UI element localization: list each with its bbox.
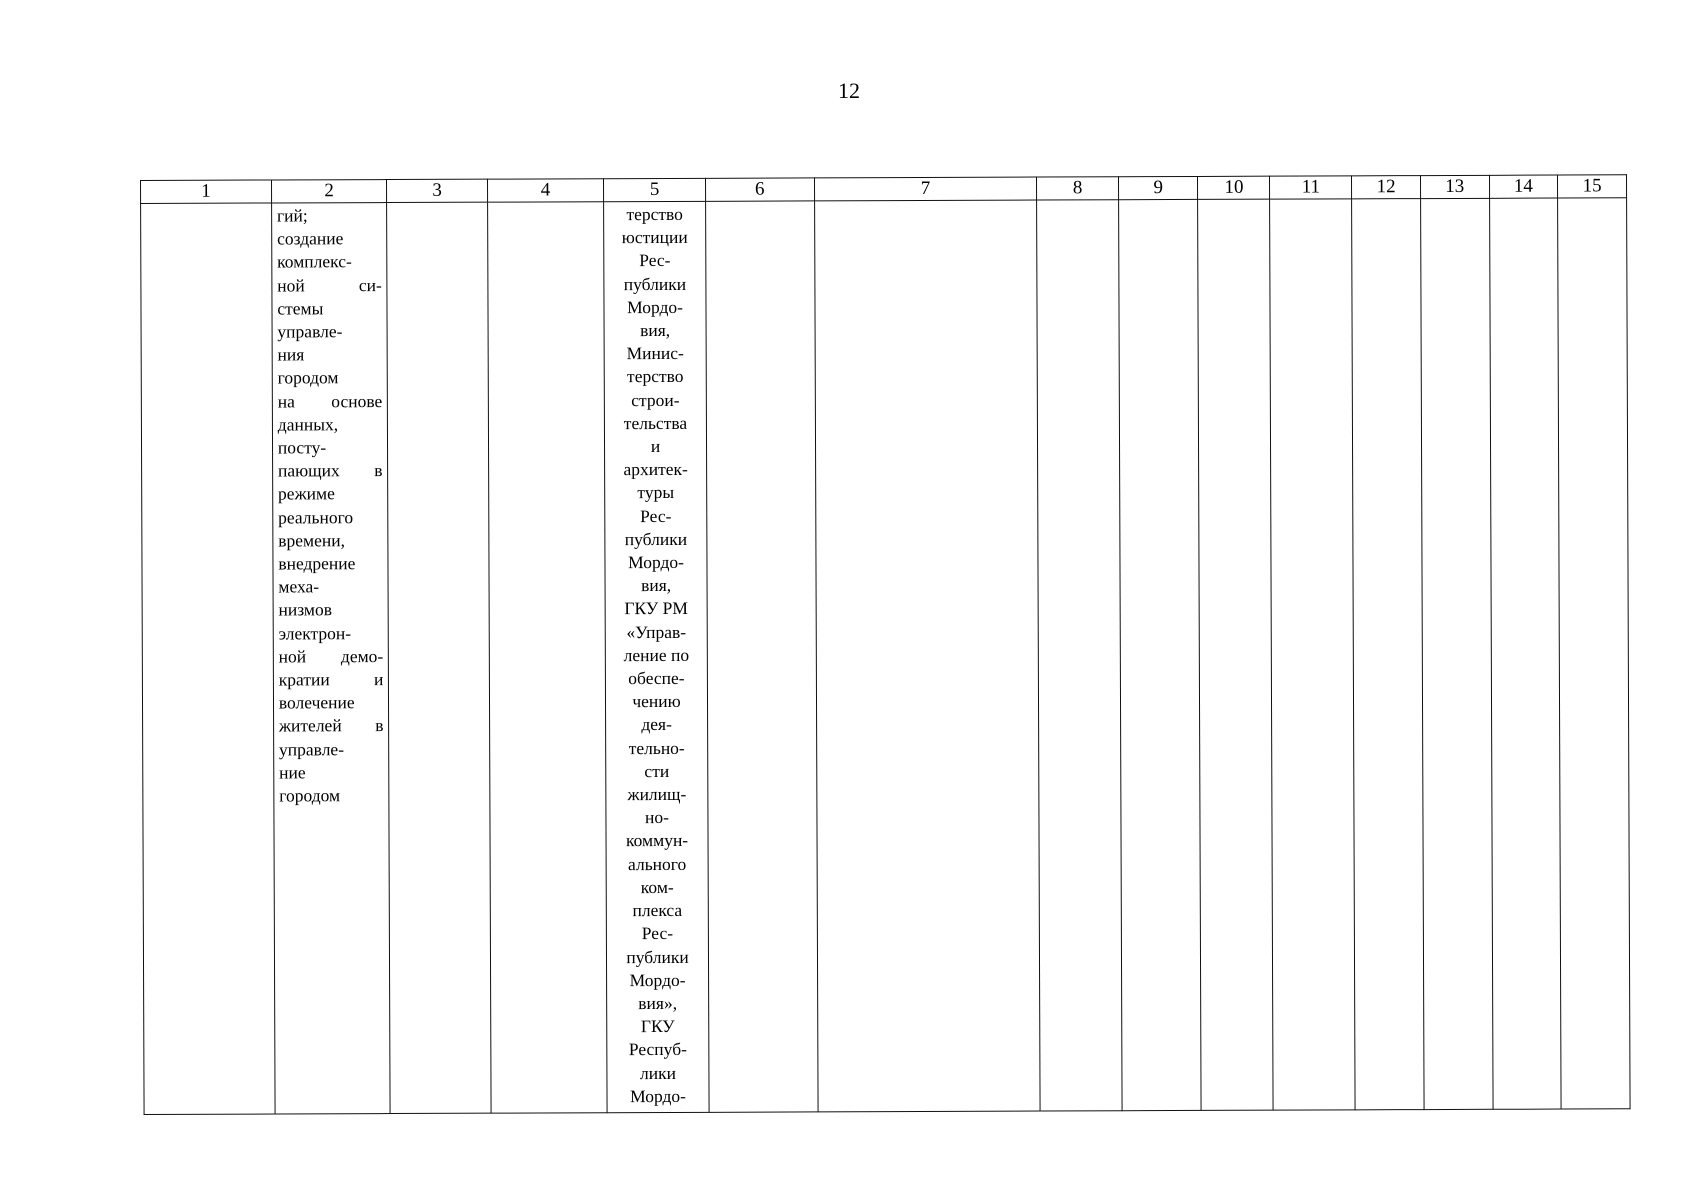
cell-text-line: обеспе- [628, 667, 685, 689]
table-cell-col13 [1420, 198, 1492, 1109]
table-cell-col3 [387, 202, 491, 1113]
column-header-8: 8 [1037, 177, 1119, 200]
page-number: 12 [838, 78, 860, 103]
table-cell-col12 [1352, 199, 1424, 1110]
cell-text-line: режиме [277, 483, 335, 504]
table-cell-col4 [487, 202, 607, 1113]
cell-text-line: плекса [632, 900, 683, 921]
table-cell-col8 [1037, 200, 1122, 1111]
table-cell-col7 [814, 200, 1040, 1112]
cell-text-line: чению [632, 691, 681, 712]
cell-text-line: Респуб- [628, 1039, 687, 1060]
column-header-11: 11 [1270, 176, 1352, 199]
cell-text-line: вия», [638, 992, 678, 1013]
cell-text-line: ление по [623, 644, 690, 666]
column-header-7: 7 [814, 177, 1036, 201]
cell-text-line: тельства [623, 412, 688, 433]
cell-text-line: лики [639, 1062, 676, 1083]
cell-text-line: и [650, 436, 661, 457]
column-header-9: 9 [1118, 176, 1198, 199]
table-cell-col15 [1558, 198, 1630, 1109]
cell-text-line: ние [279, 762, 306, 783]
table-cell-col11 [1270, 199, 1355, 1110]
cell-text-line: Мордо- [629, 969, 686, 990]
cell-text-line: управле- [277, 321, 343, 342]
table-cell-col10 [1198, 199, 1273, 1110]
cell-text-line: дея- [641, 714, 672, 735]
table-cell-col6 [705, 201, 818, 1112]
cell-text-line: комплекс- [277, 251, 352, 272]
cell-text-line: вия, [641, 575, 672, 596]
table-cell-col9 [1118, 199, 1201, 1110]
cell-text-line: волечение [278, 692, 355, 713]
cell-text-line: архитек- [623, 459, 688, 480]
cell-text-line: строи- [631, 389, 680, 410]
cell-text-line: туры [637, 482, 675, 503]
cell-text-line: терство [627, 366, 684, 387]
cell-text-line: Рес- [639, 250, 671, 271]
cell-text-line: ального [627, 853, 687, 874]
column-header-1: 1 [141, 180, 272, 204]
column-header-14: 14 [1489, 175, 1558, 198]
cell-text-line: данных, [277, 414, 339, 435]
cell-text-line: публики [626, 946, 689, 967]
cell-text-line: Рес- [640, 505, 672, 526]
cell-text-line: гий; [276, 205, 308, 226]
cell-text-line: сти [644, 760, 670, 781]
cell-text-line: тельно- [628, 737, 685, 758]
cell-text-line: вия, [640, 319, 671, 341]
cell-text-line: пающих в [277, 460, 383, 481]
table-row [141, 198, 1630, 1115]
column-header-5: 5 [604, 178, 705, 201]
cell-text-line: городом [279, 785, 341, 806]
cell-text-line: стемы [277, 298, 324, 319]
cell-text-line: времени, [278, 530, 345, 551]
cell-text-line: Мордо- [627, 296, 683, 317]
cell-text-line: Минис- [626, 343, 684, 364]
cell-text-line: ния [277, 344, 305, 365]
program-table [140, 174, 1631, 1115]
column-header-6: 6 [705, 178, 814, 201]
cell-text-line: ной демо- [278, 645, 384, 667]
column-header-12: 12 [1352, 176, 1421, 199]
cell-text-line: ной си- [277, 274, 382, 296]
cell-text-line: Мордо- [628, 551, 684, 573]
cell-text-line: Рес- [641, 923, 674, 944]
cell-text-line: городом [277, 367, 339, 388]
cell-text-line: публики [624, 528, 688, 549]
table-cell-col5 [604, 201, 709, 1112]
cell-text-line: публики [623, 273, 687, 294]
table-cell-col14 [1489, 198, 1561, 1109]
cell-text-line: Мордо- [630, 1085, 687, 1106]
column-header-3: 3 [387, 179, 487, 202]
cell-text-line: юстиции [621, 227, 688, 248]
column-header-15: 15 [1558, 175, 1627, 198]
cell-text-line: жителей в [278, 715, 384, 736]
cell-text-line: ГКУ РМ [624, 598, 688, 619]
column-header-10: 10 [1198, 176, 1270, 199]
cell-text-line: на основе [277, 390, 383, 412]
cell-text-line: посту- [277, 437, 327, 458]
column-header-4: 4 [487, 179, 604, 202]
column-header-13: 13 [1420, 175, 1489, 198]
cell-text-line: коммун- [625, 830, 689, 851]
cell-text-line: жилищ- [627, 783, 687, 805]
cell-text-line: кратии и [278, 669, 384, 690]
table-cell-col2 [271, 203, 390, 1114]
cell-text-line: «Управ- [626, 621, 687, 642]
cell-text-line: меха- [278, 576, 320, 597]
column-header-2: 2 [271, 180, 387, 203]
cell-text-line: внедрение [278, 553, 356, 574]
cell-text-line: управле- [278, 738, 345, 760]
cell-text-line: ГКУ [640, 1016, 675, 1037]
cell-text-line: электрон- [278, 622, 352, 644]
cell-text-line: но- [644, 807, 669, 828]
cell-text-line: ком- [640, 876, 674, 897]
cell-text-line: низмов [278, 599, 333, 620]
cell-text-line: реального [278, 506, 354, 528]
cell-text-line: создание [277, 228, 344, 249]
table-cell-col1 [141, 203, 275, 1114]
cell-text-line: терство [626, 203, 683, 225]
